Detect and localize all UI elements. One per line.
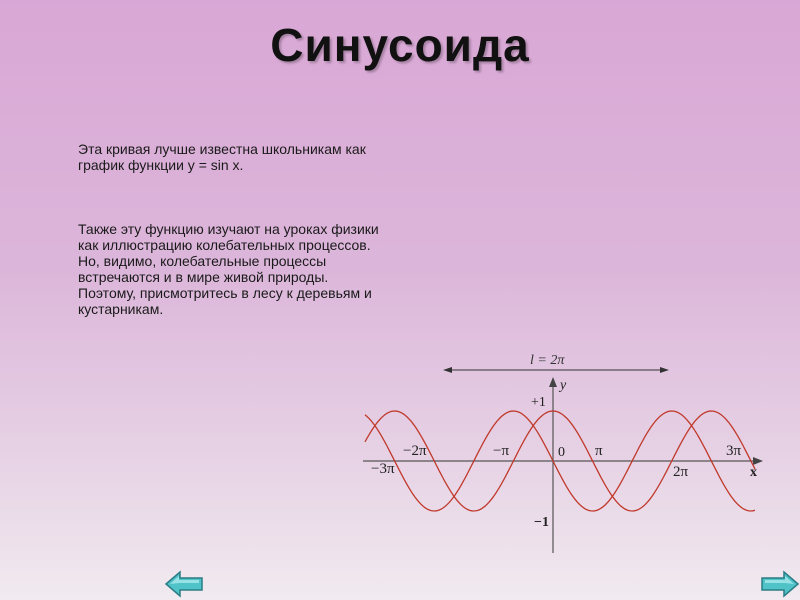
sine-graph xyxy=(355,345,775,560)
y-axis-label: y xyxy=(560,378,567,393)
period-arrow-right xyxy=(660,367,669,373)
period-arrow-left xyxy=(443,367,452,373)
tick-label-2pi: 2π xyxy=(673,464,689,480)
next-slide-button[interactable] xyxy=(760,570,800,598)
plus-one-label: +1 xyxy=(531,395,546,410)
y-axis-arrow xyxy=(549,377,557,387)
tick-label-pi: π xyxy=(595,443,603,459)
origin-label: 0 xyxy=(558,445,565,460)
x-axis-label: x xyxy=(750,465,757,480)
tick-label-3pi: 3π xyxy=(726,443,742,459)
explanation-paragraph: Также эту функцию изучают на уроках физики как иллюстрацию колебательных процессов. Но, видимо, колебательные процессы встречаются и в мире живой природы. Поэтому, присмотритесь в лесу к деревьям и кустарникам. xyxy=(78,221,379,317)
slide-title: Синусоида xyxy=(270,19,530,71)
arrow-left-icon xyxy=(166,572,202,596)
period-label: l = 2π xyxy=(530,353,565,368)
minus-one-label: −1 xyxy=(534,515,549,530)
tick-label-minus-3pi: −3π xyxy=(371,461,395,477)
tick-label-minus-pi: −π xyxy=(493,443,510,459)
intro-paragraph: Эта кривая лучше известна школьникам как график функции y = sin x. xyxy=(78,141,366,173)
arrow-right-icon xyxy=(762,572,798,596)
previous-slide-button[interactable] xyxy=(164,570,204,598)
x-axis-arrow xyxy=(753,457,763,465)
tick-label-minus-2pi: −2π xyxy=(403,443,427,459)
